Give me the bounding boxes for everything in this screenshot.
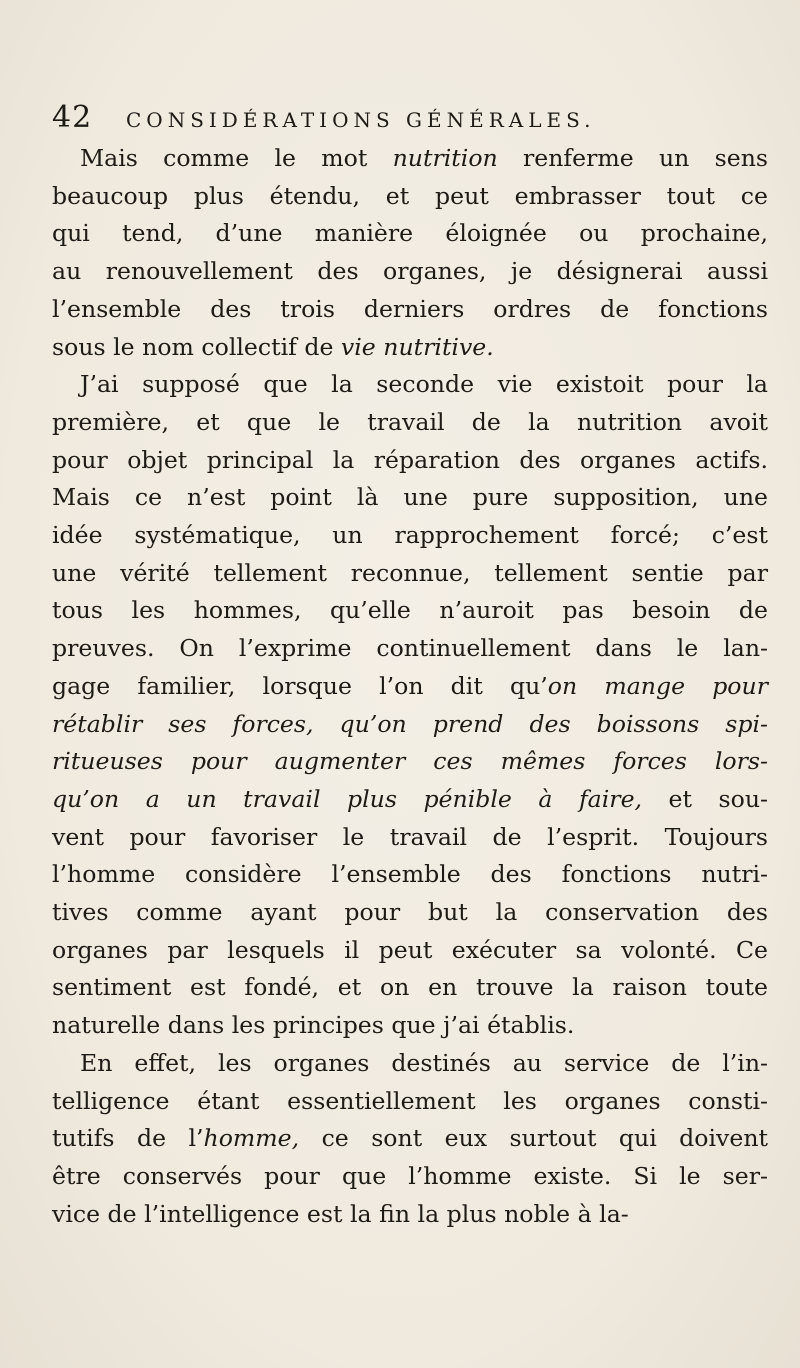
text-line: pour objet principal la réparation des organes actifs. — [52, 445, 768, 474]
paragraph — [52, 140, 768, 366]
paragraph — [52, 366, 768, 1045]
paragraph — [52, 1045, 768, 1234]
italic-text: ritueuses pour augmenter ces mêmes forces lors- — [52, 747, 768, 776]
text-line: qui tend, d’une manière éloignée ou prochaine, — [52, 219, 768, 248]
text-line: tives comme ayant pour but la conservation des — [52, 898, 768, 927]
text-line: organes par lesquels il peut exécuter sa volonté. Ce — [52, 935, 768, 964]
text-line: tous les hommes, qu’elle n’auroit pas besoin de — [52, 596, 768, 625]
text-line: l’ensemble des trois derniers ordres de fonctions — [52, 294, 768, 323]
page-number: 42 — [52, 100, 93, 135]
italic-text: nutrition — [392, 144, 498, 172]
text-line: naturelle dans les principes que j’ai établis. — [52, 1011, 575, 1040]
text-line: telligence étant essentiellement les organes consti- — [52, 1086, 768, 1115]
text-line: preuves. On l’exprime continuellement dans le lan- — [52, 634, 768, 663]
text-line: sentiment est fondé, et on en trouve la raison toute — [52, 973, 768, 1002]
text-line: En effet, les organes destinés au service de l’in- — [80, 1048, 768, 1077]
body-text — [52, 140, 768, 1233]
text-line: première, et que le travail de la nutrition avoit — [52, 407, 768, 436]
text-line — [52, 743, 768, 781]
text-line: Mais comme le mot nutrition renferme un sens — [80, 144, 768, 172]
italic-text: homme, — [203, 1124, 300, 1153]
text-line: tutifs de l’homme, ce sont eux surtout qui doivent — [52, 1124, 768, 1153]
text-line: gage familier, lorsque l’on dit qu’on mange pour — [52, 671, 768, 700]
text-line — [52, 706, 768, 744]
text-line: au renouvellement des organes, je désignerai aussi — [52, 257, 768, 286]
text-line: vice de l’intelligence est la fin la plus noble à la- — [52, 1199, 629, 1228]
italic-text: vie nutritive. — [340, 332, 494, 361]
text-line: qu’on a un travail plus pénible à faire, et sou- — [52, 784, 768, 813]
italic-text: on mange pour — [547, 671, 768, 700]
running-head: CONSIDÉRATIONS GÉNÉRALES. — [126, 108, 596, 132]
italic-text: qu’on a un travail plus pénible à faire, — [52, 784, 643, 813]
text-line: J’ai supposé que la seconde vie existoit pour la — [80, 370, 768, 399]
page-header — [52, 100, 760, 140]
text-line: idée systématique, un rapprochement forcé; c’est — [52, 521, 768, 550]
text-line: vent pour favoriser le travail de l’esprit. Toujours — [52, 822, 768, 851]
text-line: sous le nom collectif de vie nutritive. — [52, 332, 494, 361]
text-line: beaucoup plus étendu, et peut embrasser tout ce — [52, 181, 768, 210]
text-line: l’homme considère l’ensemble des fonctions nutri- — [52, 860, 768, 889]
italic-text: rétablir ses forces, qu’on prend des boissons spi- — [52, 709, 768, 738]
text-line: être conservés pour que l’homme existe. Si le ser- — [52, 1161, 768, 1190]
text-line: Mais ce n’est point là une pure supposition, une — [52, 483, 768, 512]
text-line: une vérité tellement reconnue, tellement sentie par — [52, 558, 768, 587]
